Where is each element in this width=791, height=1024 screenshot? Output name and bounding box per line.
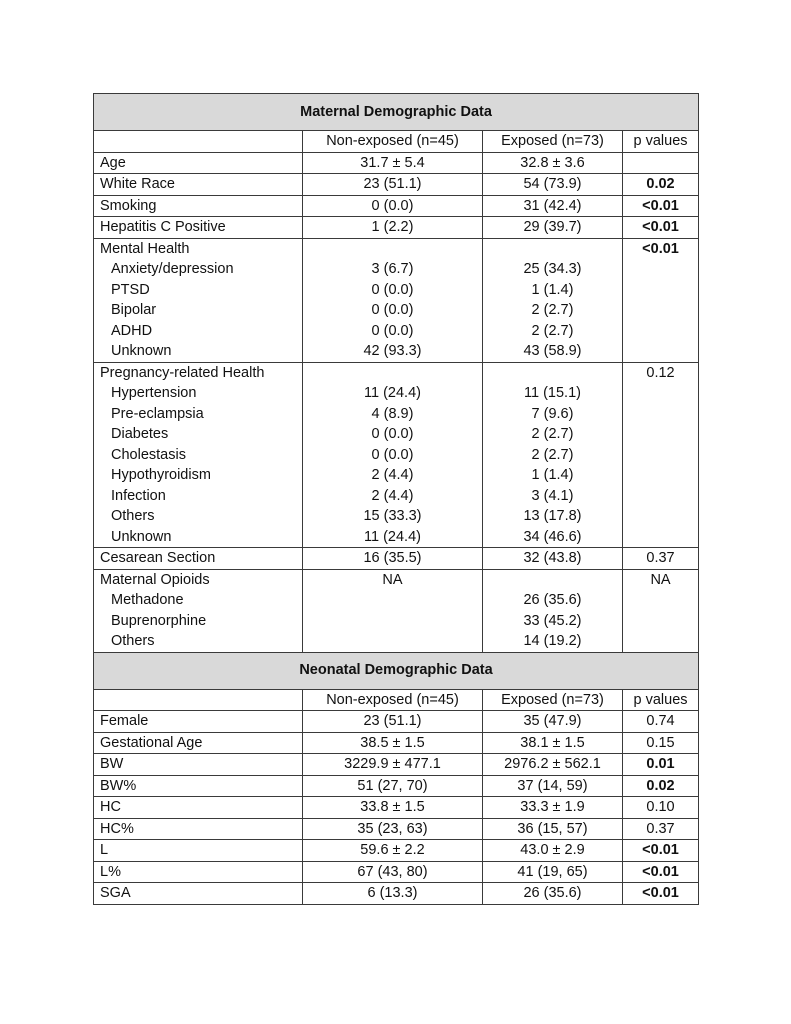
p-value-cell (623, 797, 699, 819)
nonexposed-value: 15 (33.3) (363, 508, 422, 524)
nonexposed-value: 0 (0.0) (371, 302, 414, 318)
row-label: ADHD (111, 322, 153, 339)
p-value-cell (623, 775, 699, 797)
exposed-value: 2976.2 ± 562.1 (504, 756, 601, 772)
nonexposed-value-cell (303, 362, 483, 548)
exposed-value: 38.1 ± 1.5 (520, 734, 585, 751)
row-label-cell (94, 840, 303, 862)
nonexposed-value: 67 (43, 80) (357, 863, 428, 880)
nonexposed-value-cell (303, 775, 483, 797)
maternal-title: Maternal Demographic Data (94, 94, 699, 131)
exposed-value: 33 (45.2) (523, 612, 582, 629)
exposed-value-cell (483, 217, 623, 239)
row-label: SGA (100, 885, 131, 901)
exposed-value (489, 570, 616, 591)
row-label: PTSD (111, 281, 150, 298)
table-row (94, 238, 699, 362)
nonexposed-value-cell (303, 238, 483, 362)
nonexposed-value-cell (303, 861, 483, 883)
row-label: Unknown (111, 528, 172, 545)
table-row (94, 732, 699, 754)
nonexposed-value: 11 (24.4) (364, 385, 421, 401)
row-label: Cholestasis (111, 446, 186, 463)
nonexposed-value: 51 (27, 70) (357, 777, 428, 794)
nonexposed-value (309, 631, 476, 652)
table-row (94, 195, 699, 217)
nonexposed-value (309, 239, 476, 260)
p-value: 0.15 (646, 734, 675, 751)
table-row (94, 883, 699, 905)
table-row (94, 152, 699, 174)
p-value-cell (623, 732, 699, 754)
exposed-value-cell (483, 174, 623, 196)
p-value-cell (623, 818, 699, 840)
nonexposed-value: 0 (0.0) (371, 446, 414, 463)
table-row (94, 174, 699, 196)
row-label-cell (94, 362, 303, 548)
nonexposed-value: 42 (93.3) (363, 343, 422, 359)
exposed-value-cell (483, 883, 623, 905)
nonexposed-value: 3 (6.7) (371, 261, 414, 277)
nonexposed-value: 59.6 ± 2.2 (360, 842, 425, 858)
nonexposed-value-cell (303, 195, 483, 217)
table-row (94, 569, 699, 652)
nonexposed-value-cell (303, 732, 483, 754)
row-label-cell (94, 569, 303, 652)
row-label: Others (111, 508, 155, 524)
exposed-value-cell (483, 152, 623, 174)
exposed-value: 32 (43.8) (523, 550, 582, 566)
exposed-value: 25 (34.3) (523, 261, 582, 277)
exposed-value: 43 (58.9) (523, 343, 582, 359)
row-label: Bipolar (111, 302, 157, 318)
nonexposed-value: 11 (24.4) (364, 528, 421, 545)
row-label: L% (100, 863, 121, 880)
nonexposed-value-cell (303, 754, 483, 776)
nonexposed-value-cell (303, 152, 483, 174)
exposed-value-cell (483, 195, 623, 217)
p-value: 0.10 (646, 799, 675, 815)
nonexposed-value: 0 (0.0) (371, 197, 414, 214)
exposed-value-cell (483, 797, 623, 819)
exposed-value: 26 (35.6) (523, 885, 582, 901)
p-value: 0.02 (646, 777, 675, 794)
p-value: 0.37 (646, 820, 675, 837)
demographic-table (93, 93, 699, 905)
row-label-cell (94, 217, 303, 239)
header-pvalues: p values (623, 131, 699, 153)
row-label-cell (94, 732, 303, 754)
row-label-cell (94, 195, 303, 217)
p-value: <0.01 (642, 885, 679, 901)
nonexposed-value-cell (303, 840, 483, 862)
exposed-value: 3 (4.1) (531, 487, 574, 504)
row-label-cell (94, 797, 303, 819)
p-value: <0.01 (642, 240, 679, 257)
p-value-cell (623, 195, 699, 217)
nonexposed-value-cell (303, 548, 483, 570)
exposed-value: 41 (19, 65) (517, 863, 588, 880)
nonexposed-value-cell (303, 174, 483, 196)
exposed-value: 2 (2.7) (531, 426, 574, 442)
p-value: 0.37 (646, 550, 675, 566)
nonexposed-value: 2 (4.4) (371, 487, 414, 504)
row-label: Age (100, 154, 126, 171)
row-label: Unknown (111, 343, 172, 359)
neonatal-section (94, 652, 699, 904)
exposed-value: 43.0 ± 2.9 (520, 842, 585, 858)
row-label: BW (100, 756, 124, 772)
nonexposed-value: 23 (51.1) (363, 713, 422, 729)
header-pvalues: p values (623, 689, 699, 711)
row-label: Pre-eclampsia (111, 405, 204, 422)
exposed-value: 34 (46.6) (523, 528, 582, 545)
row-label-cell (94, 548, 303, 570)
exposed-value-cell (483, 238, 623, 362)
nonexposed-value: NA (382, 571, 403, 588)
exposed-value: 35 (47.9) (523, 713, 582, 729)
row-label: White Race (100, 176, 175, 192)
exposed-value: 1 (1.4) (531, 281, 574, 298)
nonexposed-value (309, 611, 476, 632)
header-nonexposed: Non-exposed (n=45) (303, 131, 483, 153)
row-label: Female (100, 713, 149, 729)
row-label: Methadone (111, 592, 184, 608)
nonexposed-value-cell (303, 797, 483, 819)
p-value-cell (623, 152, 699, 174)
exposed-value (489, 363, 616, 384)
nonexposed-value: 0 (0.0) (371, 281, 414, 298)
row-label: HC (100, 799, 121, 815)
p-value-cell (623, 754, 699, 776)
table-row (94, 861, 699, 883)
header-label-cell (94, 131, 303, 153)
row-label-cell (94, 861, 303, 883)
row-label: L (100, 842, 109, 858)
p-value-cell (623, 883, 699, 905)
row-label-cell (94, 174, 303, 196)
row-label-cell (94, 883, 303, 905)
p-value (629, 153, 692, 174)
row-label-cell (94, 754, 303, 776)
exposed-value: 14 (19.2) (523, 633, 582, 649)
nonexposed-value: 0 (0.0) (371, 426, 414, 442)
exposed-value: 54 (73.9) (523, 176, 582, 192)
p-value: 0.02 (646, 176, 675, 192)
exposed-value: 37 (14, 59) (517, 777, 588, 794)
column-header-row (94, 689, 699, 711)
nonexposed-value (309, 363, 476, 384)
row-label: Diabetes (111, 426, 169, 442)
neonatal-title: Neonatal Demographic Data (94, 652, 699, 689)
p-value: <0.01 (642, 863, 679, 880)
maternal-section (94, 94, 699, 653)
row-label-cell (94, 238, 303, 362)
p-value-cell (623, 362, 699, 548)
exposed-value: 26 (35.6) (523, 592, 582, 608)
p-value: <0.01 (642, 842, 679, 858)
exposed-value-cell (483, 711, 623, 733)
p-value-cell (623, 548, 699, 570)
row-label-cell (94, 152, 303, 174)
row-label: Pregnancy-related Health (100, 364, 265, 381)
exposed-value: 33.3 ± 1.9 (520, 799, 585, 815)
p-value-cell (623, 861, 699, 883)
row-label: Mental Health (100, 240, 190, 257)
nonexposed-value: 16 (35.5) (363, 550, 422, 566)
row-label: Hepatitis C Positive (100, 219, 226, 235)
nonexposed-value-cell (303, 883, 483, 905)
row-label: Gestational Age (100, 734, 203, 751)
exposed-value: 2 (2.7) (531, 322, 574, 339)
section-header-row (94, 652, 699, 689)
exposed-value-cell (483, 569, 623, 652)
exposed-value: 1 (1.4) (531, 467, 574, 483)
p-value: <0.01 (642, 197, 679, 214)
row-label: Cesarean Section (100, 550, 216, 566)
table-row (94, 548, 699, 570)
header-exposed: Exposed (n=73) (483, 689, 623, 711)
table-row (94, 775, 699, 797)
table-row (94, 217, 699, 239)
nonexposed-value: 35 (23, 63) (357, 820, 428, 837)
exposed-value: 29 (39.7) (523, 219, 582, 235)
nonexposed-value: 4 (8.9) (371, 405, 414, 422)
exposed-value: 31 (42.4) (523, 197, 582, 214)
row-label-cell (94, 711, 303, 733)
row-label: Maternal Opioids (100, 571, 210, 588)
row-label: Others (111, 633, 155, 649)
p-value: 0.12 (646, 364, 675, 381)
p-value-cell (623, 238, 699, 362)
header-label-cell (94, 689, 303, 711)
nonexposed-value-cell (303, 711, 483, 733)
exposed-value-cell (483, 861, 623, 883)
exposed-value: 2 (2.7) (531, 302, 574, 318)
section-header-row (94, 94, 699, 131)
nonexposed-value (309, 590, 476, 611)
exposed-value-cell (483, 754, 623, 776)
p-value: 0.01 (646, 756, 675, 772)
table-row (94, 797, 699, 819)
exposed-value: 7 (9.6) (531, 405, 574, 422)
exposed-value: 36 (15, 57) (517, 820, 588, 837)
nonexposed-value: 31.7 ± 5.4 (360, 154, 425, 171)
row-label: Buprenorphine (111, 612, 207, 629)
p-value-cell (623, 569, 699, 652)
row-label-cell (94, 818, 303, 840)
row-label: Anxiety/depression (111, 261, 234, 277)
row-label: Infection (111, 487, 166, 504)
row-label: Hypothyroidism (111, 467, 211, 483)
nonexposed-value-cell (303, 818, 483, 840)
header-nonexposed: Non-exposed (n=45) (303, 689, 483, 711)
row-label: HC% (100, 820, 134, 837)
nonexposed-value-cell (303, 217, 483, 239)
p-value: <0.01 (642, 219, 679, 235)
p-value-cell (623, 711, 699, 733)
nonexposed-value: 38.5 ± 1.5 (360, 734, 425, 751)
nonexposed-value: 2 (4.4) (371, 467, 414, 483)
nonexposed-value: 3229.9 ± 477.1 (344, 756, 441, 772)
exposed-value (489, 239, 616, 260)
row-label-cell (94, 775, 303, 797)
row-label: Hypertension (111, 385, 197, 401)
exposed-value: 11 (15.1) (524, 385, 581, 401)
nonexposed-value: 23 (51.1) (363, 176, 422, 192)
p-value-cell (623, 174, 699, 196)
exposed-value: 2 (2.7) (531, 446, 574, 463)
exposed-value-cell (483, 818, 623, 840)
nonexposed-value: 1 (2.2) (371, 219, 414, 235)
p-value-cell (623, 840, 699, 862)
nonexposed-value: 6 (13.3) (367, 885, 418, 901)
table-row (94, 362, 699, 548)
exposed-value-cell (483, 732, 623, 754)
table-row (94, 754, 699, 776)
exposed-value: 13 (17.8) (523, 508, 582, 524)
p-value-cell (623, 217, 699, 239)
header-exposed: Exposed (n=73) (483, 131, 623, 153)
exposed-value-cell (483, 775, 623, 797)
p-value: NA (650, 571, 671, 588)
exposed-value-cell (483, 362, 623, 548)
exposed-value-cell (483, 548, 623, 570)
exposed-value-cell (483, 840, 623, 862)
table-row (94, 818, 699, 840)
exposed-value: 32.8 ± 3.6 (520, 154, 585, 171)
row-label: BW% (100, 777, 137, 794)
table-row (94, 840, 699, 862)
nonexposed-value-cell (303, 569, 483, 652)
table-row (94, 711, 699, 733)
nonexposed-value: 0 (0.0) (371, 322, 414, 339)
p-value: 0.74 (646, 713, 675, 729)
nonexposed-value: 33.8 ± 1.5 (360, 799, 425, 815)
row-label: Smoking (100, 197, 157, 214)
column-header-row (94, 131, 699, 153)
